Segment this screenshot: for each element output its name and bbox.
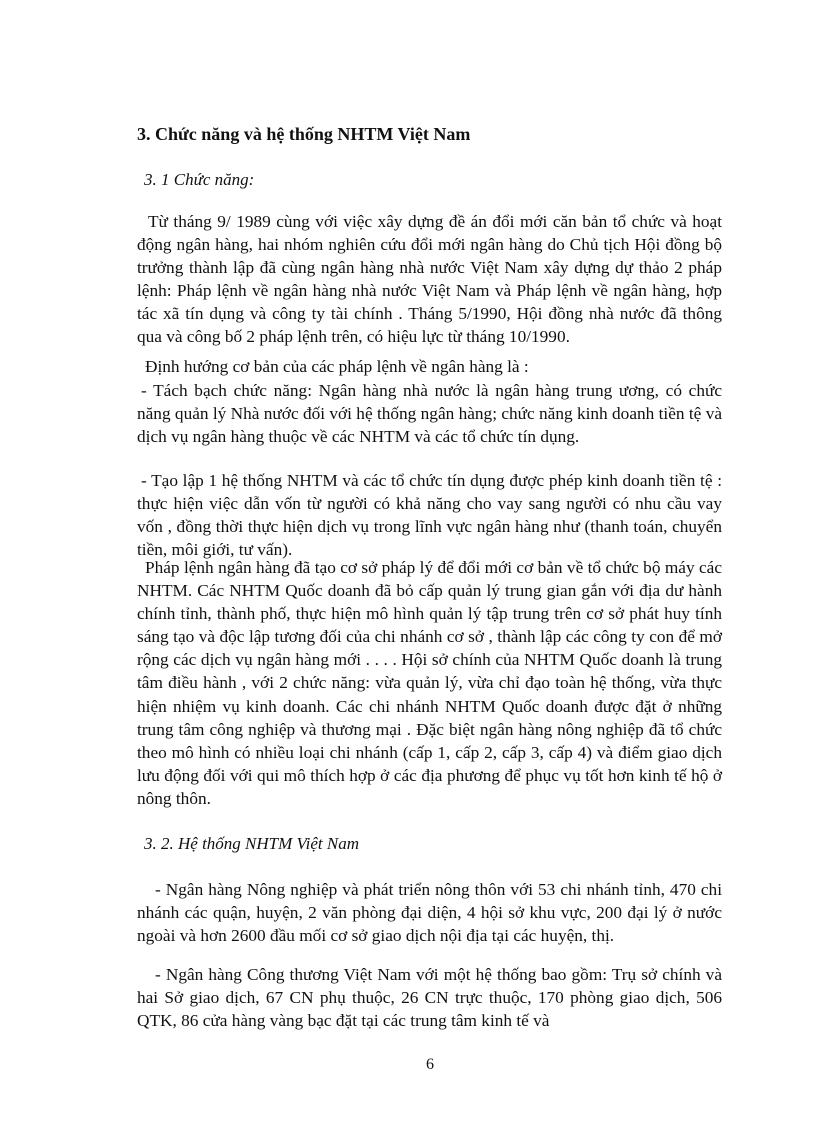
subsection-heading-functions: 3. 1 Chức năng: [144, 170, 255, 189]
paragraph: - Tạo lập 1 hệ thống NHTM và các tổ chức tín dụng được phép kinh doanh tiền tệ : thực hiện việc dẫn vốn từ người có khả năng cho vay sang người có nhu cầu vay vốn , đồng thời thực hiện dịch vụ trong lĩnh vực ngân hàng như (thanh toán, chuyển tiền, môi giới, tư vấn). [137, 471, 722, 560]
paragraph: Từ tháng 9/ 1989 cùng với việc xây dựng đề án đổi mới căn bản tổ chức và hoạt động ngân hàng, hai nhóm nghiên cứu đổi mới ngân hàng do Chủ tịch Hội đồng bộ trưởng thành lập đã cùng ngân hàng nhà nước Việt Nam xây dựng dự thảo 2 pháp lệnh: Pháp lệnh về ngân hàng nhà nước Việt Nam và Pháp lệnh về ngân hàng, hợp tác xã tín dụng và công ty tài chính . Tháng 5/1990, Hội đồng nhà nước đã thông qua và công bố 2 pháp lệnh trên, có hiệu lực từ tháng 10/1990. [137, 212, 722, 347]
page-number: 6 [426, 1056, 434, 1073]
paragraph: - Ngân hàng Công thương Việt Nam với một hệ thống bao gồm: Trụ sở chính và hai Sở giao dịch, 67 CN phụ thuộc, 26 CN trực thuộc, 170 phòng giao dịch, 506 QTK, 86 cửa hàng vàng bạc đặt tại các trung tâm kinh tế và [137, 965, 722, 1031]
paragraph: - Ngân hàng Nông nghiệp và phát triển nông thôn với 53 chi nhánh tỉnh, 470 chi nhánh các quận, huyện, 2 văn phòng đại diện, 4 hội sở khu vực, 200 đại lý ở nước ngoài và hơn 2600 đầu mối cơ sở giao dịch nội địa tại các huyện, thị. [137, 880, 722, 946]
paragraph: Pháp lệnh ngân hàng đã tạo cơ sở pháp lý để đổi mới cơ bản về tổ chức bộ máy các NHTM. Các NHTM Quốc doanh đã bỏ cấp quản lý trung gian gắn với địa dư hành chính tỉnh, thành phố, thực hiện mô hình quản lý tập trung trên cơ sở phát huy tính sáng tạo và độc lập tương đối của chi nhánh cơ sở , thành lập các công ty con để mở rộng các dịch vụ ngân hàng mới . . . . Hội sở chính của NHTM Quốc doanh là trung tâm điều hành , với 2 chức năng: vừa quản lý, vừa chỉ đạo toàn hệ thống, vừa thực hiện nhiệm vụ kinh doanh. Các chi nhánh NHTM Quốc doanh được đặt ở những trung tâm công nghiệp và thương mại . Đặc biệt ngân hàng nông nghiệp đã tổ chức theo mô hình có nhiều loại chi nhánh (cấp 1, cấp 2, cấp 3, cấp 4) và điểm giao dịch lưu động đối với qui mô thích hợp ở các địa phương để phục vụ tốt hơn kinh tế hộ ở nông thôn. [137, 558, 722, 808]
section-heading: 3. Chức năng và hệ thống NHTM Việt Nam [137, 124, 471, 144]
paragraph: - Tách bạch chức năng: Ngân hàng nhà nước là ngân hàng trung ương, có chức năng quản lý Nhà nước đối với hệ thống ngân hàng; chức năng kinh doanh tiền tệ và dịch vụ ngân hàng thuộc về các NHTM và các tổ chức tín dụng. [137, 381, 722, 446]
subsection-heading-system: 3. 2. Hệ thống NHTM Việt Nam [144, 834, 360, 853]
paragraph: Định hướng cơ bản của các pháp lệnh về ngân hàng là : [145, 357, 529, 376]
